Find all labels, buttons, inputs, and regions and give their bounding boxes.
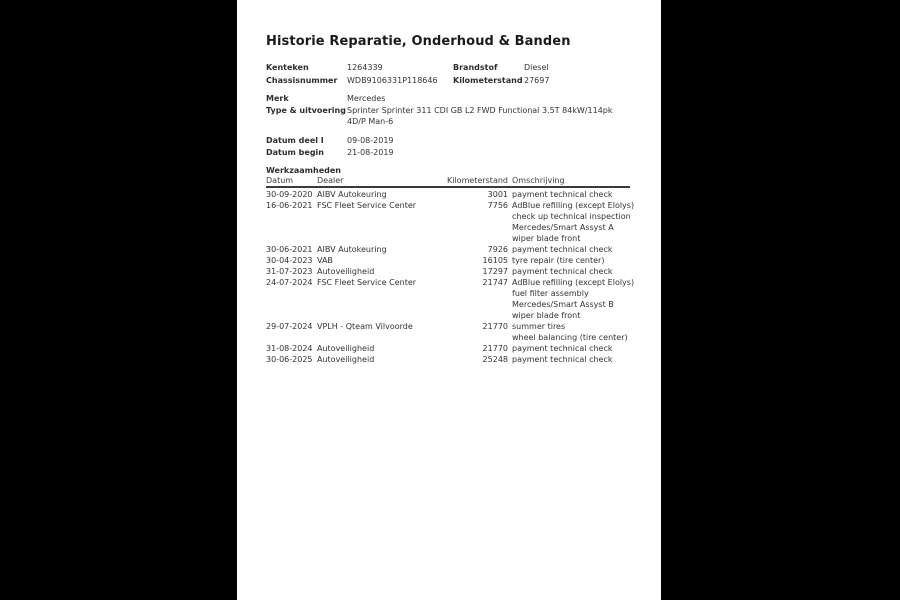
cell-dealer: AIBV Autokeuring (317, 244, 387, 254)
cell-kilometerstand: 3001 (487, 189, 508, 199)
cell-dealer: Autoveiligheid (317, 343, 375, 353)
cell-omschrijving: payment technical check (512, 244, 613, 254)
cell-datum: 31-08-2024 (266, 343, 313, 353)
cell-omschrijving: summer tires (512, 321, 566, 331)
cell-kilometerstand: 25248 (482, 354, 508, 364)
cell-kilometerstand (446, 233, 508, 244)
table-row (266, 288, 635, 299)
cell-kilometerstand: 17297 (482, 266, 508, 276)
vehicle-spec-section (266, 93, 635, 128)
cell-omschrijving: check up technical inspection (512, 211, 631, 221)
cell-omschrijving: Mercedes/Smart Assyst A (512, 222, 614, 232)
cell-dealer (317, 332, 446, 343)
cell-kilometerstand: 21747 (482, 277, 508, 287)
field-label-datum-deel-1: Datum deel I (266, 135, 324, 145)
field-value-kilometerstand: 27697 (524, 76, 550, 85)
cell-kilometerstand (446, 222, 508, 233)
table-row (266, 321, 635, 332)
cell-dealer: Autoveiligheid (317, 354, 375, 364)
cell-datum (266, 233, 317, 244)
column-header-omschrijving: Omschrijving (512, 175, 565, 185)
field-label-kenteken: Kenteken (266, 63, 309, 72)
registration-dates-section (266, 135, 635, 160)
cell-omschrijving: fuel filter assembly (512, 288, 589, 298)
cell-omschrijving: wiper blade front (512, 233, 581, 243)
cell-datum: 30-06-2025 (266, 354, 313, 364)
field-value-brandstof: Diesel (524, 63, 549, 72)
cell-kilometerstand (446, 299, 508, 310)
field-label-merk: Merk (266, 94, 289, 103)
cell-dealer: VAB (317, 255, 333, 265)
field-label-kilometerstand: Kilometerstand (453, 76, 523, 85)
cell-datum: 31-07-2023 (266, 266, 313, 276)
cell-dealer (317, 222, 446, 233)
cell-datum: 29-07-2024 (266, 321, 313, 331)
cell-dealer: FSC Fleet Service Center (317, 200, 417, 210)
table-row (266, 299, 635, 310)
cell-datum (266, 211, 317, 222)
cell-kilometerstand: 7756 (487, 200, 508, 210)
cell-datum: 16-06-2021 (266, 200, 313, 210)
cell-datum (266, 299, 317, 310)
cell-dealer: VPLH - Qteam Vilvoorde (317, 321, 413, 331)
field-value-datum-deel-1: 09-08-2019 (347, 135, 394, 145)
cell-dealer (317, 233, 446, 244)
table-row (266, 189, 635, 200)
table-row (266, 233, 635, 244)
cell-datum (266, 222, 317, 233)
cell-omschrijving: Mercedes/Smart Assyst B (512, 299, 614, 309)
field-value-merk (347, 93, 635, 105)
cell-datum (266, 288, 317, 299)
cell-dealer: AIBV Autokeuring (317, 189, 387, 199)
table-row (266, 332, 635, 343)
table-row (266, 211, 635, 222)
cell-kilometerstand (446, 310, 508, 321)
merk-line: Mercedes (347, 94, 386, 103)
table-row (266, 354, 635, 365)
table-row (266, 277, 635, 288)
field-value-type-uitvoering (347, 105, 635, 128)
cell-kilometerstand: 21770 (482, 343, 508, 353)
type-line-1: Sprinter Sprinter 311 CDI GB L2 FWD Functional 3.5T 84kW/114pk (347, 105, 613, 115)
cell-datum (266, 310, 317, 321)
cell-omschrijving: AdBlue refilling (except Elolys) (512, 277, 635, 287)
field-label-chassisnummer: Chassisnummer (266, 76, 338, 85)
table-body (266, 189, 635, 365)
column-header-dealer: Dealer (317, 175, 344, 185)
cell-omschrijving: AdBlue refilling (except Elolys) (512, 200, 635, 210)
field-label-type-uitvoering: Type & uitvoering (266, 105, 346, 115)
cell-dealer (317, 299, 446, 310)
table-row (266, 222, 635, 233)
cell-omschrijving: wheel balancing (tire center) (512, 332, 628, 342)
cell-omschrijving: wiper blade front (512, 310, 581, 320)
field-label-brandstof: Brandstof (453, 63, 498, 72)
table-row (266, 310, 635, 321)
cell-kilometerstand (446, 211, 508, 222)
table-row (266, 255, 635, 266)
cell-omschrijving: payment technical check (512, 343, 613, 353)
table-header-divider (266, 186, 630, 188)
cell-datum: 30-04-2023 (266, 255, 313, 265)
cell-dealer: FSC Fleet Service Center (317, 277, 417, 287)
type-line-2: 4D/P Man-6 (347, 117, 394, 126)
page-title: Historie Reparatie, Onderhoud & Banden (266, 34, 571, 49)
field-value-chassisnummer: WDB9106331P118646 (347, 76, 438, 85)
field-value-kenteken: 1264339 (347, 63, 383, 72)
document-page (237, 0, 661, 600)
cell-dealer (317, 310, 446, 321)
werkzaamheden-section-title: Werkzaamheden (266, 165, 341, 175)
table-header-row (266, 176, 635, 186)
cell-kilometerstand (446, 332, 508, 343)
column-header-datum: Datum (266, 175, 294, 185)
table-row (266, 244, 635, 255)
cell-kilometerstand: 7926 (487, 244, 508, 254)
cell-dealer (317, 211, 446, 222)
cell-dealer: Autoveiligheid (317, 266, 375, 276)
cell-kilometerstand: 21770 (482, 321, 508, 331)
table-row (266, 343, 635, 354)
cell-dealer (317, 288, 446, 299)
table-row (266, 200, 635, 211)
field-value-datum-begin: 21-08-2019 (347, 148, 394, 157)
cell-datum: 30-06-2021 (266, 244, 313, 254)
cell-omschrijving: tyre repair (tire center) (512, 255, 605, 265)
table-row (266, 266, 635, 277)
cell-omschrijving: payment technical check (512, 189, 613, 199)
cell-kilometerstand: 16105 (482, 255, 508, 265)
cell-datum: 30-09-2020 (266, 189, 313, 199)
cell-kilometerstand (446, 288, 508, 299)
vehicle-id-section (266, 61, 635, 87)
column-header-kilometerstand: Kilometerstand (446, 175, 508, 185)
cell-datum (266, 332, 317, 343)
cell-omschrijving: payment technical check (512, 354, 613, 364)
field-label-datum-begin: Datum begin (266, 148, 324, 157)
cell-datum: 24-07-2024 (266, 277, 313, 287)
cell-omschrijving: payment technical check (512, 266, 613, 276)
